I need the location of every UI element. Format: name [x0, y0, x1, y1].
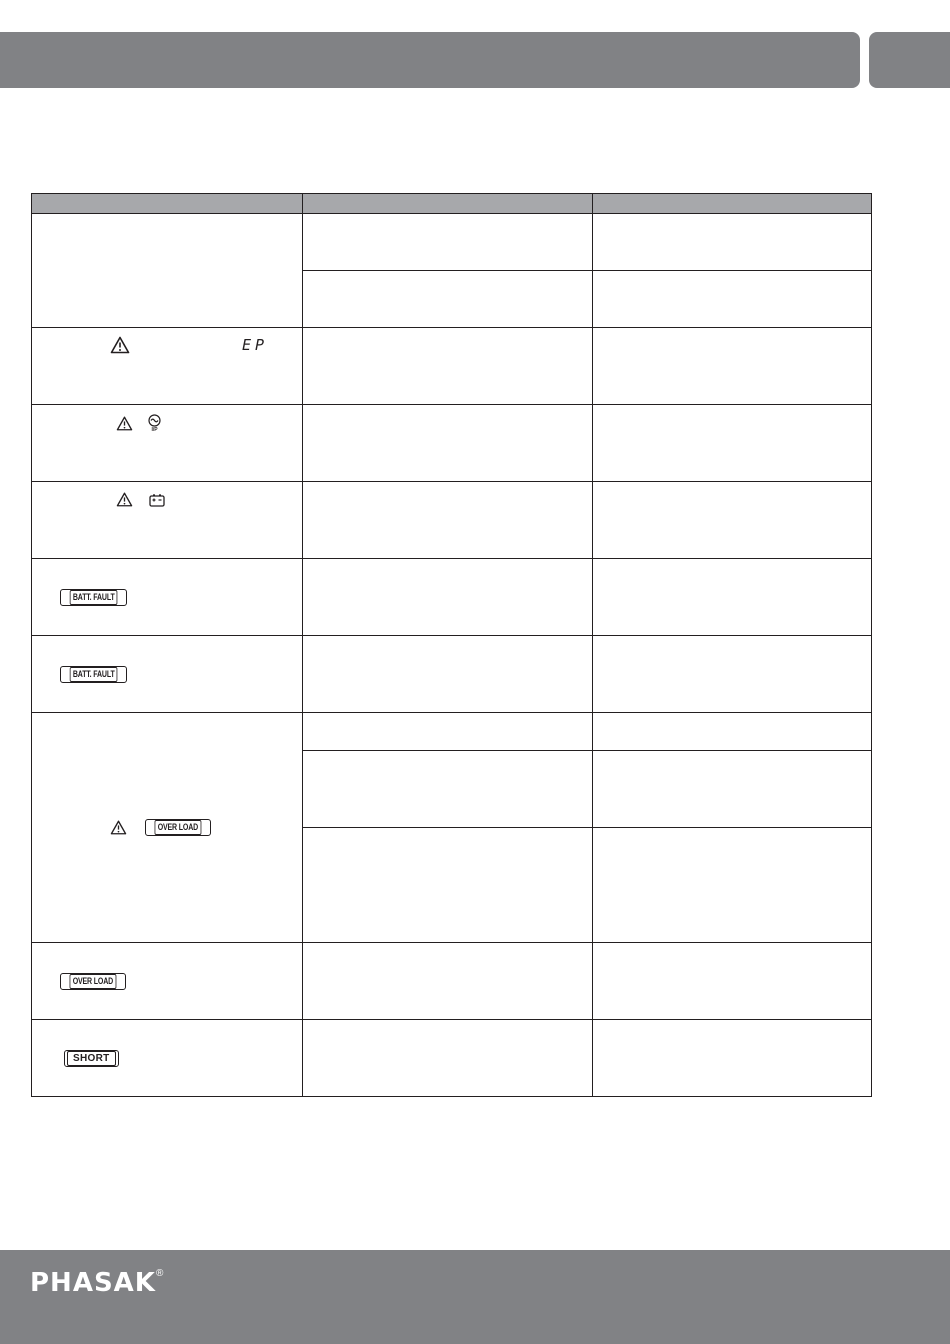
table-row	[32, 214, 872, 271]
over-load-badge: OVER LOAD	[145, 819, 211, 836]
ac-input-icon	[148, 414, 161, 433]
header-bar	[0, 32, 860, 88]
solution-cell	[593, 271, 872, 328]
table-row	[32, 1020, 872, 1097]
solution-cell	[593, 559, 872, 636]
solution-cell	[593, 828, 872, 943]
symptom-cell	[32, 636, 303, 713]
cause-cell	[303, 405, 593, 482]
registered-mark: ®	[155, 1268, 164, 1279]
table-header-row	[32, 194, 872, 214]
page-tab	[869, 32, 950, 88]
cause-cell	[303, 482, 593, 559]
cause-cell	[303, 828, 593, 943]
solution-cell	[593, 636, 872, 713]
over-load-badge: OVER LOAD	[60, 973, 126, 990]
symptom-cell	[32, 482, 303, 559]
table-row	[32, 636, 872, 713]
warning-triangle-icon	[116, 416, 133, 431]
battery-icon	[149, 493, 165, 507]
symptom-cell	[32, 405, 303, 482]
table-row	[32, 328, 872, 405]
short-badge: SHORT	[64, 1050, 119, 1067]
symptom-cell	[32, 559, 303, 636]
batt-fault-badge: BATT. FAULT	[60, 589, 127, 606]
symptom-cell	[32, 214, 303, 328]
solution-cell	[593, 751, 872, 828]
table-row	[32, 482, 872, 559]
solution-cell	[593, 328, 872, 405]
ac-input-label: I/P	[151, 427, 158, 433]
symptom-cell	[32, 328, 303, 405]
brand-logo-text: PHASAK	[30, 1268, 156, 1298]
troubleshooting-table	[31, 193, 872, 1097]
table-row	[32, 559, 872, 636]
column-header-cause	[303, 194, 593, 214]
cause-cell	[303, 713, 593, 751]
table-row	[32, 405, 872, 482]
warning-triangle-icon	[110, 336, 130, 354]
warning-triangle-icon	[110, 820, 127, 835]
solution-cell	[593, 482, 872, 559]
cause-cell	[303, 271, 593, 328]
table-row	[32, 943, 872, 1020]
solution-cell	[593, 713, 872, 751]
solution-cell	[593, 1020, 872, 1097]
solution-cell	[593, 214, 872, 271]
cause-cell	[303, 328, 593, 405]
cause-cell	[303, 751, 593, 828]
brand-logo	[30, 1268, 163, 1298]
cause-cell	[303, 214, 593, 271]
symptom-cell	[32, 943, 303, 1020]
batt-fault-badge: BATT. FAULT	[60, 666, 127, 683]
table-row	[32, 713, 872, 751]
cause-cell	[303, 1020, 593, 1097]
column-header-symptom	[32, 194, 303, 214]
cause-cell	[303, 943, 593, 1020]
cause-cell	[303, 636, 593, 713]
column-header-solution	[593, 194, 872, 214]
ep-code: EP	[242, 336, 269, 354]
footer-bar	[0, 1250, 950, 1344]
solution-cell	[593, 943, 872, 1020]
symptom-cell	[32, 1020, 303, 1097]
solution-cell	[593, 405, 872, 482]
cause-cell	[303, 559, 593, 636]
warning-triangle-icon	[116, 492, 133, 507]
symptom-cell	[32, 713, 303, 943]
